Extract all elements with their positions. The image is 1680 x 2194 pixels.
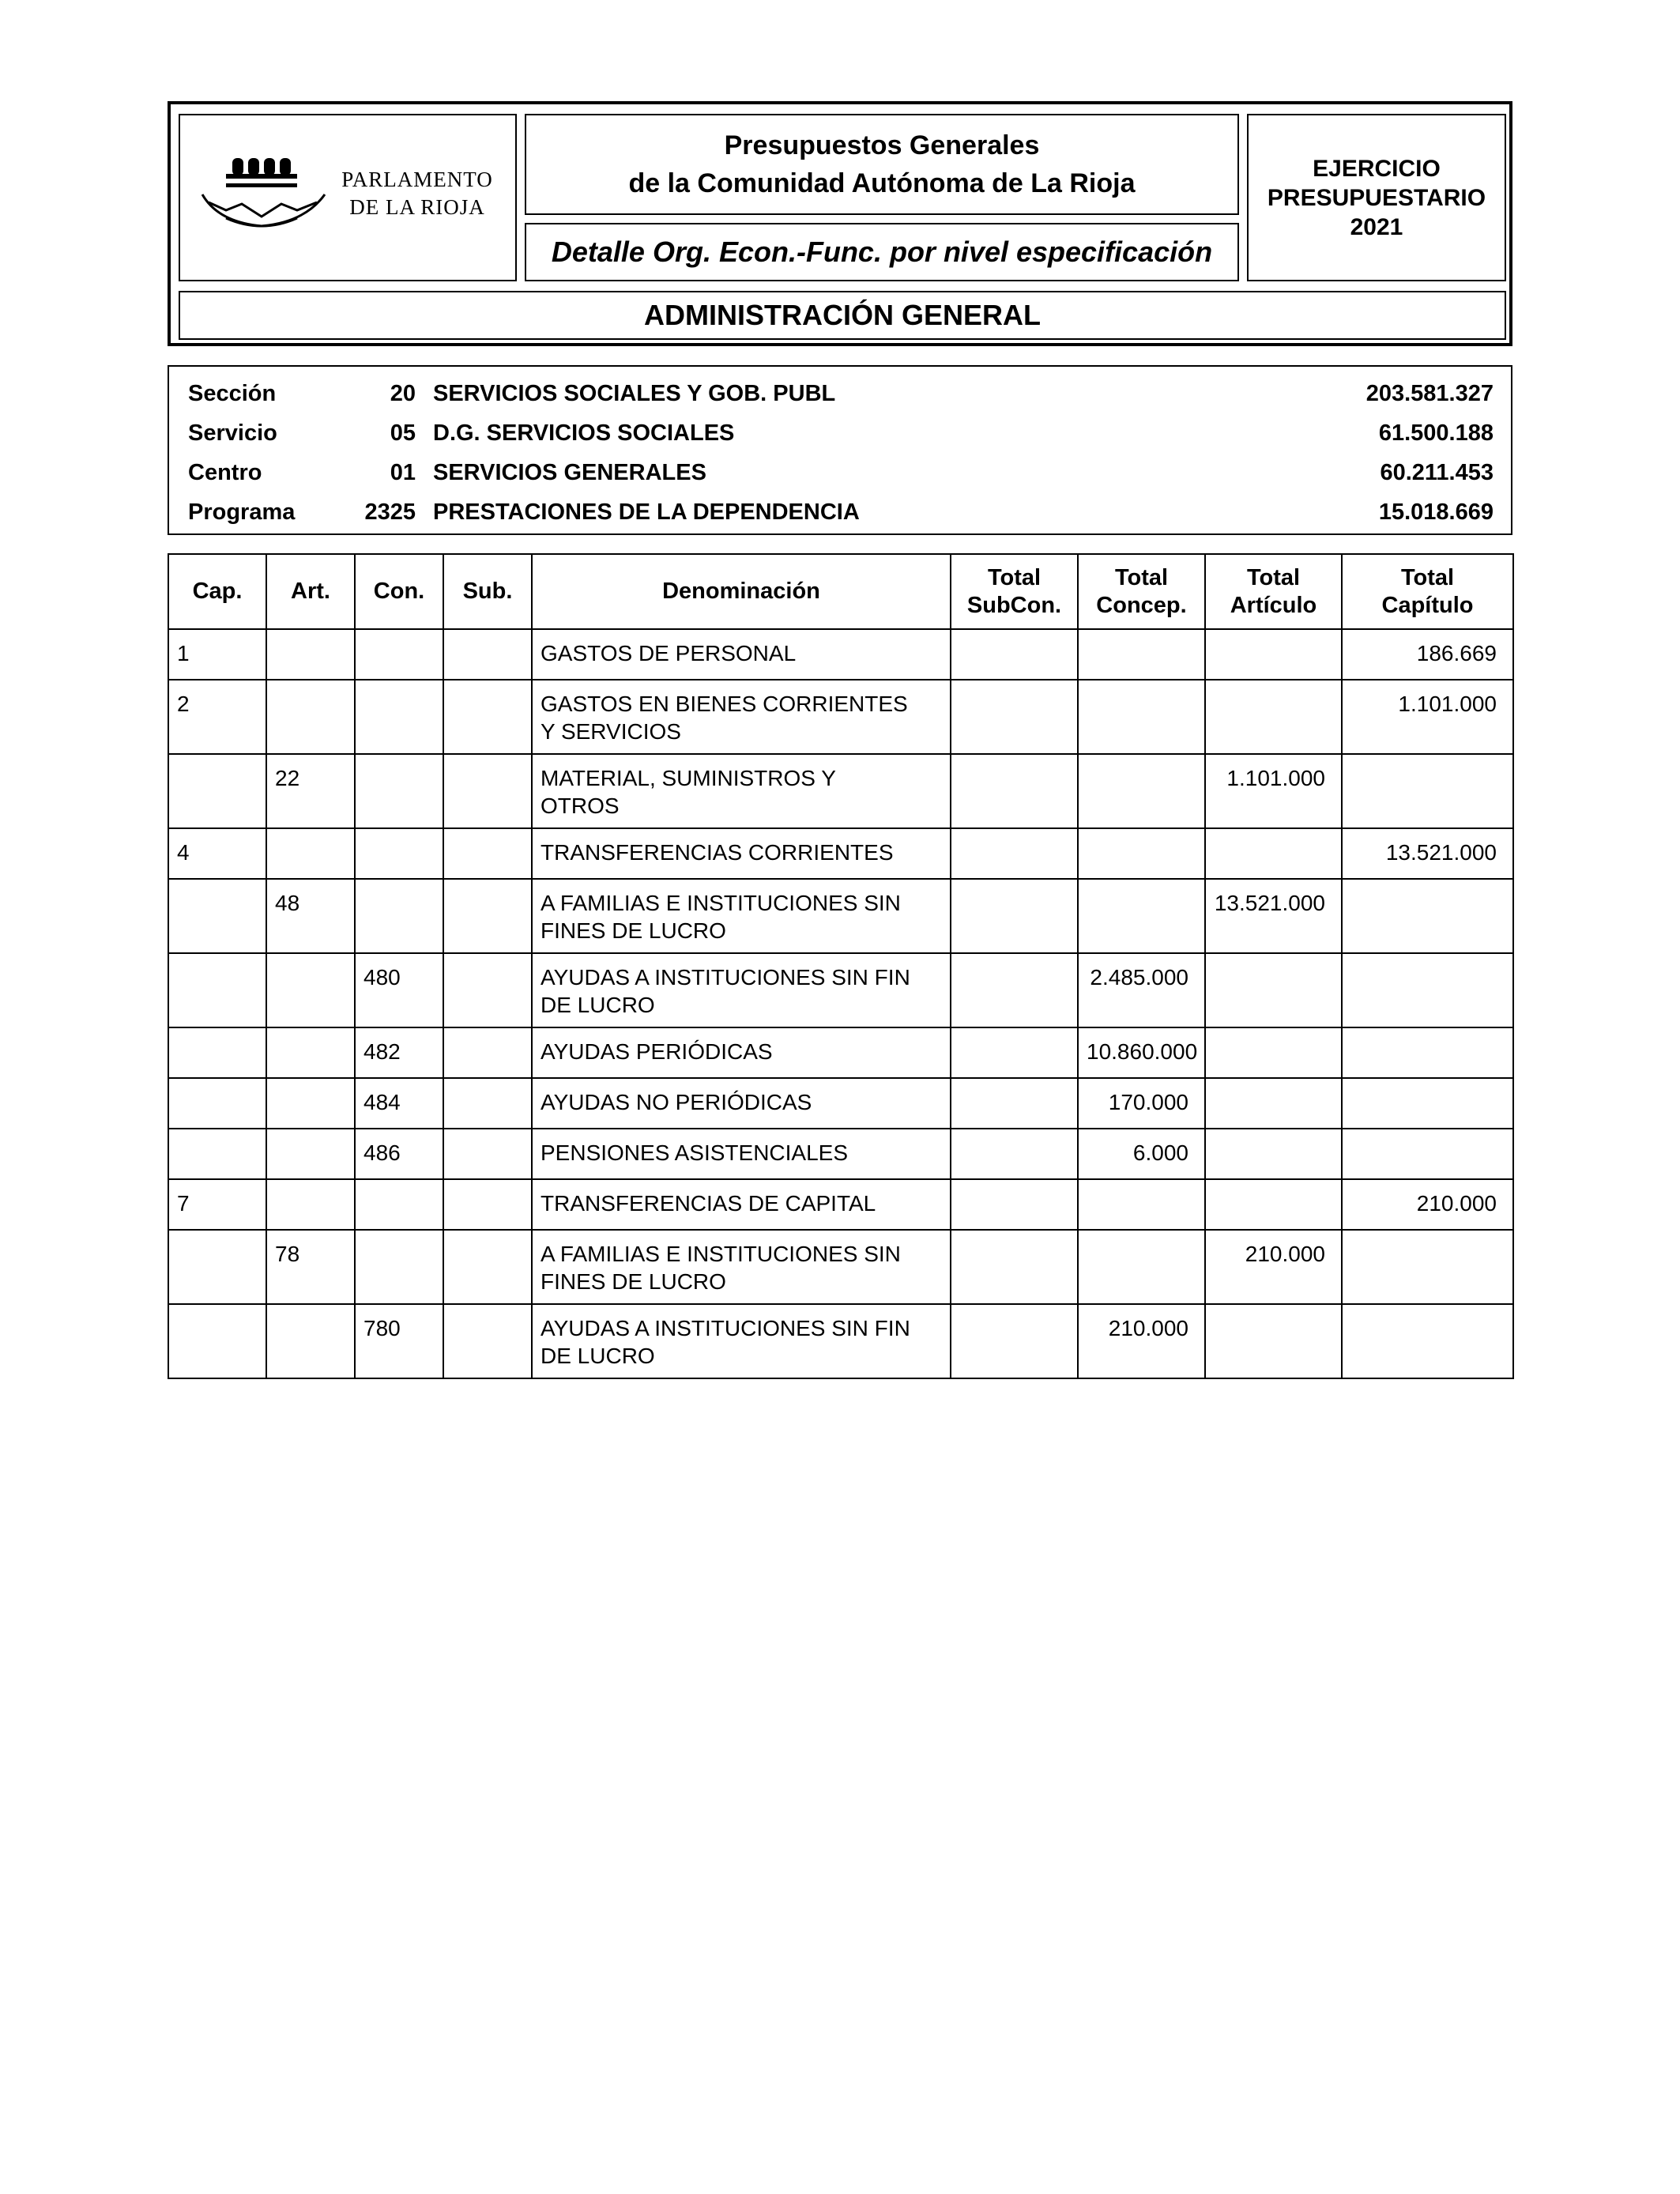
cell-total-capitulo: 186.669 xyxy=(1342,629,1513,680)
denominacion-line: GASTOS DE PERSONAL xyxy=(541,641,797,665)
cell-con xyxy=(355,828,443,879)
cell-total-articulo xyxy=(1205,1078,1342,1129)
denominacion-line: A FAMILIAS E INSTITUCIONES SIN xyxy=(541,891,901,915)
section-row xyxy=(169,452,1511,492)
table-row xyxy=(168,1304,1513,1378)
header-con: Con. xyxy=(355,554,443,629)
cell-denominacion xyxy=(532,879,951,953)
cell-art xyxy=(266,828,355,879)
cell-sub xyxy=(443,1078,532,1129)
cell-sub xyxy=(443,1027,532,1078)
cell-total-capitulo xyxy=(1342,879,1513,953)
header-text: SubCon. xyxy=(966,592,1062,618)
header-denominacion: Denominación xyxy=(532,554,951,629)
table-header-row xyxy=(168,554,1513,629)
cell-total-articulo xyxy=(1205,1027,1342,1078)
cell-total-capitulo: 13.521.000 xyxy=(1342,828,1513,879)
header-total-subcon xyxy=(951,554,1078,629)
section-code: 01 xyxy=(390,460,416,485)
table-row xyxy=(168,879,1513,953)
cell-con xyxy=(355,879,443,953)
cell-total-articulo xyxy=(1205,680,1342,754)
cell-total-subcon xyxy=(951,1179,1078,1230)
administration-title: ADMINISTRACIÓN GENERAL xyxy=(179,291,1506,340)
denominacion-line: MATERIAL, SUMINISTROS Y xyxy=(541,766,836,790)
cell-art: 48 xyxy=(266,879,355,953)
cell-total-concep: 2.485.000 xyxy=(1078,953,1205,1027)
cell-art xyxy=(266,1027,355,1078)
cell-con: 780 xyxy=(355,1304,443,1378)
cell-total-articulo xyxy=(1205,629,1342,680)
cell-total-concep xyxy=(1078,629,1205,680)
section-label: Centro xyxy=(188,460,262,485)
table-row xyxy=(168,953,1513,1027)
cell-total-articulo: 210.000 xyxy=(1205,1230,1342,1304)
header-total-capitulo xyxy=(1342,554,1513,629)
cell-art xyxy=(266,1129,355,1179)
cell-cap xyxy=(168,1230,266,1304)
section-code: 20 xyxy=(390,381,416,406)
table-row xyxy=(168,1230,1513,1304)
cell-sub xyxy=(443,680,532,754)
cell-sub xyxy=(443,953,532,1027)
denominacion-line: GASTOS EN BIENES CORRIENTES xyxy=(541,692,908,716)
cell-total-articulo xyxy=(1205,828,1342,879)
header-text: Total xyxy=(1246,564,1301,590)
header-text: Artículo xyxy=(1230,592,1317,618)
table-row xyxy=(168,1179,1513,1230)
cell-total-capitulo xyxy=(1342,1129,1513,1179)
cell-denominacion xyxy=(532,828,951,879)
cell-art xyxy=(266,680,355,754)
cell-sub xyxy=(443,629,532,680)
cell-sub xyxy=(443,879,532,953)
cell-cap xyxy=(168,879,266,953)
cell-cap xyxy=(168,1078,266,1129)
cell-total-capitulo xyxy=(1342,1078,1513,1129)
cell-denominacion xyxy=(532,1027,951,1078)
cell-denominacion xyxy=(532,1230,951,1304)
cell-total-concep: 210.000 xyxy=(1078,1304,1205,1378)
header-art: Art. xyxy=(266,554,355,629)
denominacion-line: Y SERVICIOS xyxy=(541,719,681,744)
cell-cap xyxy=(168,754,266,828)
denominacion-line: OTROS xyxy=(541,794,620,818)
cell-total-concep xyxy=(1078,879,1205,953)
cell-sub xyxy=(443,828,532,879)
section-label: Servicio xyxy=(188,420,277,446)
cell-con: 482 xyxy=(355,1027,443,1078)
cell-total-subcon xyxy=(951,953,1078,1027)
fiscal-year: 2021 xyxy=(1350,213,1403,240)
cell-total-articulo xyxy=(1205,1304,1342,1378)
cell-cap xyxy=(168,1129,266,1179)
section-code: 2325 xyxy=(364,499,416,525)
section-amount: 60.211.453 xyxy=(1380,460,1494,485)
logo-line2: DE LA RIOJA xyxy=(349,195,485,219)
cell-total-subcon xyxy=(951,879,1078,953)
document-header xyxy=(168,101,1512,346)
table-row xyxy=(168,1027,1513,1078)
cell-total-concep xyxy=(1078,828,1205,879)
logo-box xyxy=(179,114,517,281)
table-row xyxy=(168,680,1513,754)
section-code: 05 xyxy=(390,420,416,446)
cell-total-concep xyxy=(1078,680,1205,754)
section-name: PRESTACIONES DE LA DEPENDENCIA xyxy=(433,499,860,525)
cell-total-capitulo xyxy=(1342,1230,1513,1304)
year-line2: PRESUPUESTARIO xyxy=(1267,184,1486,211)
table-row xyxy=(168,828,1513,879)
denominacion-line: DE LUCRO xyxy=(541,1344,655,1368)
cell-denominacion xyxy=(532,754,951,828)
cell-cap: 2 xyxy=(168,680,266,754)
header-text: Capítulo xyxy=(1381,592,1474,618)
budget-table xyxy=(168,553,1514,1379)
cell-total-subcon xyxy=(951,629,1078,680)
section-amount: 61.500.188 xyxy=(1378,420,1494,446)
fiscal-year-box xyxy=(1247,114,1506,281)
cell-sub xyxy=(443,754,532,828)
cell-cap xyxy=(168,953,266,1027)
cell-total-articulo xyxy=(1205,1179,1342,1230)
cell-total-concep xyxy=(1078,754,1205,828)
denominacion-line: TRANSFERENCIAS CORRIENTES xyxy=(541,840,894,865)
cell-sub xyxy=(443,1304,532,1378)
cell-art xyxy=(266,629,355,680)
cell-denominacion xyxy=(532,1129,951,1179)
header-cap: Cap. xyxy=(168,554,266,629)
denominacion-line: AYUDAS NO PERIÓDICAS xyxy=(541,1090,812,1114)
cell-cap xyxy=(168,1027,266,1078)
section-row xyxy=(169,492,1511,531)
cell-con xyxy=(355,1230,443,1304)
cell-con xyxy=(355,680,443,754)
section-name: D.G. SERVICIOS SOCIALES xyxy=(433,420,735,446)
cell-art: 22 xyxy=(266,754,355,828)
cell-denominacion xyxy=(532,953,951,1027)
cell-total-capitulo xyxy=(1342,953,1513,1027)
header-total-concep xyxy=(1078,554,1205,629)
cell-total-subcon xyxy=(951,1129,1078,1179)
cell-art xyxy=(266,1179,355,1230)
cell-art xyxy=(266,953,355,1027)
cell-total-capitulo: 210.000 xyxy=(1342,1179,1513,1230)
cell-sub xyxy=(443,1230,532,1304)
cell-con: 480 xyxy=(355,953,443,1027)
denominacion-line: FINES DE LUCRO xyxy=(541,918,726,943)
title-line1: Presupuestos Generales xyxy=(724,130,1040,160)
logo-line1: PARLAMENTO xyxy=(341,168,493,191)
cell-total-concep: 170.000 xyxy=(1078,1078,1205,1129)
cell-denominacion xyxy=(532,680,951,754)
section-label: Sección xyxy=(188,381,277,406)
cell-total-concep: 6.000 xyxy=(1078,1129,1205,1179)
table-row xyxy=(168,1078,1513,1129)
cell-con: 486 xyxy=(355,1129,443,1179)
header-text: Total xyxy=(1400,564,1455,590)
cell-total-capitulo xyxy=(1342,1027,1513,1078)
section-amount: 203.581.327 xyxy=(1365,381,1494,406)
cell-total-articulo xyxy=(1205,953,1342,1027)
title-line2: de la Comunidad Autónoma de La Rioja xyxy=(628,168,1136,198)
cell-total-capitulo xyxy=(1342,1304,1513,1378)
cell-denominacion xyxy=(532,1304,951,1378)
section-name: SERVICIOS GENERALES xyxy=(433,460,706,485)
cell-total-capitulo: 1.101.000 xyxy=(1342,680,1513,754)
table-row xyxy=(168,629,1513,680)
cell-total-subcon xyxy=(951,754,1078,828)
denominacion-line: AYUDAS A INSTITUCIONES SIN FIN xyxy=(541,1316,910,1340)
cell-denominacion xyxy=(532,629,951,680)
cell-total-subcon xyxy=(951,828,1078,879)
cell-denominacion xyxy=(532,1179,951,1230)
section-label: Programa xyxy=(188,499,296,525)
cell-art: 78 xyxy=(266,1230,355,1304)
header-total-articulo xyxy=(1205,554,1342,629)
header-text: Concep. xyxy=(1096,592,1187,618)
cell-con xyxy=(355,754,443,828)
section-summary xyxy=(168,365,1512,535)
table-row xyxy=(168,754,1513,828)
cell-cap: 1 xyxy=(168,629,266,680)
denominacion-line: DE LUCRO xyxy=(541,993,655,1017)
denominacion-line: PENSIONES ASISTENCIALES xyxy=(541,1140,849,1165)
cell-cap xyxy=(168,1304,266,1378)
header-text: Total xyxy=(987,564,1042,590)
cell-total-articulo: 13.521.000 xyxy=(1205,879,1342,953)
header-sub: Sub. xyxy=(443,554,532,629)
cell-total-concep xyxy=(1078,1230,1205,1304)
cell-art xyxy=(266,1078,355,1129)
cell-con xyxy=(355,629,443,680)
logo-text xyxy=(322,166,512,221)
denominacion-line: AYUDAS PERIÓDICAS xyxy=(541,1039,773,1064)
table-row xyxy=(168,1129,1513,1179)
cell-denominacion xyxy=(532,1078,951,1129)
cell-total-concep xyxy=(1078,1179,1205,1230)
section-row xyxy=(169,413,1511,452)
denominacion-line: TRANSFERENCIAS DE CAPITAL xyxy=(541,1191,876,1216)
cell-con xyxy=(355,1179,443,1230)
section-amount: 15.018.669 xyxy=(1378,499,1494,525)
cell-total-subcon xyxy=(951,1230,1078,1304)
denominacion-line: FINES DE LUCRO xyxy=(541,1269,726,1294)
cell-cap: 7 xyxy=(168,1179,266,1230)
cell-total-subcon xyxy=(951,1078,1078,1129)
document-subtitle: Detalle Org. Econ.-Func. por nivel especificación xyxy=(525,223,1239,281)
cell-total-subcon xyxy=(951,1304,1078,1378)
cell-con: 484 xyxy=(355,1078,443,1129)
document-title xyxy=(525,114,1239,215)
year-line1: EJERCICIO xyxy=(1313,155,1441,182)
cell-total-articulo xyxy=(1205,1129,1342,1179)
cell-total-subcon xyxy=(951,1027,1078,1078)
parliament-emblem-icon xyxy=(194,147,337,242)
cell-art xyxy=(266,1304,355,1378)
cell-cap: 4 xyxy=(168,828,266,879)
table-body xyxy=(168,629,1513,1378)
section-name: SERVICIOS SOCIALES Y GOB. PUBL xyxy=(433,381,836,406)
denominacion-line: AYUDAS A INSTITUCIONES SIN FIN xyxy=(541,965,910,990)
cell-total-articulo: 1.101.000 xyxy=(1205,754,1342,828)
cell-total-concep: 10.860.000 xyxy=(1078,1027,1205,1078)
cell-total-capitulo xyxy=(1342,754,1513,828)
cell-total-subcon xyxy=(951,680,1078,754)
denominacion-line: A FAMILIAS E INSTITUCIONES SIN xyxy=(541,1242,901,1266)
cell-sub xyxy=(443,1129,532,1179)
header-text: Total xyxy=(1114,564,1169,590)
cell-sub xyxy=(443,1179,532,1230)
section-row xyxy=(169,373,1511,413)
